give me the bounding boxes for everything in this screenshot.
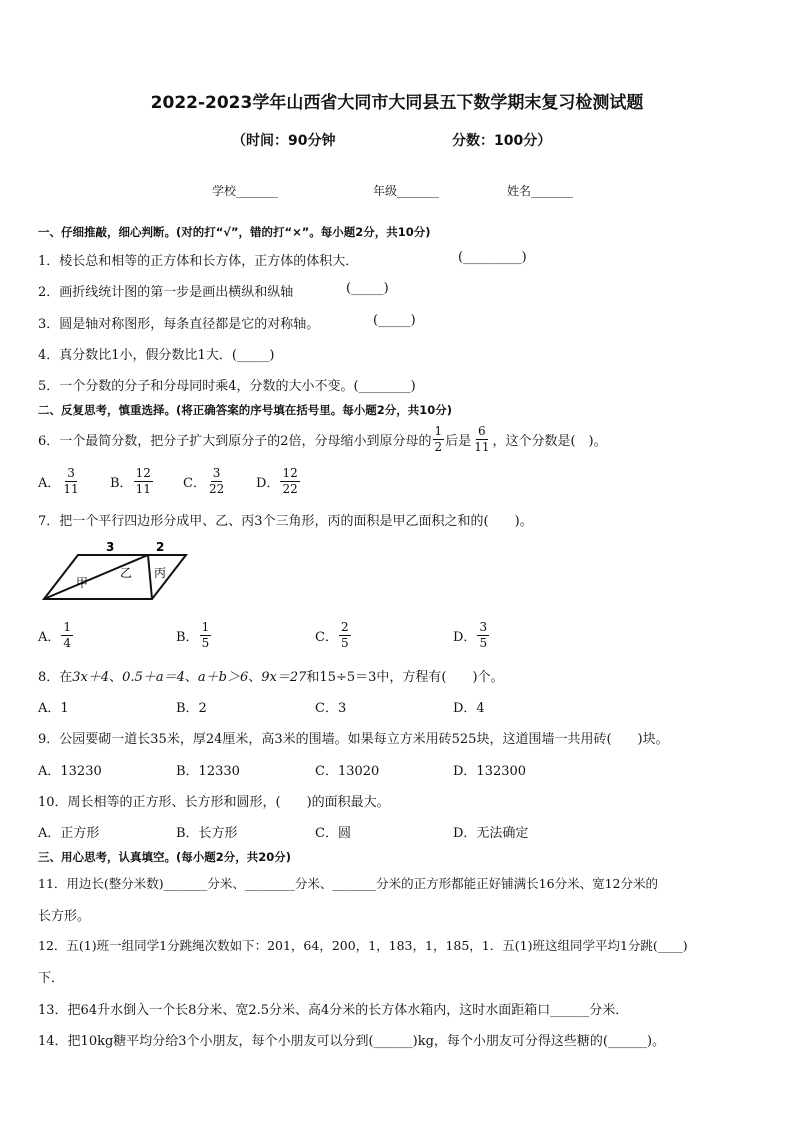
question-2: 2．画折线统计图的第一步是画出横纵和纵轴 (38, 285, 294, 300)
question-6 (38, 424, 607, 455)
page-title: 2022-2023学年山西省大同市大同县五下数学期末复习检测试题 (150, 93, 644, 113)
question-6-option-a: A． $\frac{3}{11}$ (38, 466, 79, 496)
question-6-fraction-2: $\frac{6}{11}$ (474, 424, 490, 454)
question-14: 14．把10kg糖平均分给3个小朋友，每个小朋友可以分到(______)kg，每个小朋友可分得这些糖的(______)。 (38, 1034, 666, 1049)
question-6-fraction-1: $\frac{1}{2}$ (434, 424, 443, 454)
question-11-line-1: 11．用边长(整分米数)_______分米、________分米、_______分米的正方形都能正好铺满长16分米、宽12分米的 (38, 876, 658, 891)
question-6-option-d: D． $\frac{12}{22}$ (256, 466, 298, 496)
question-7-option-b: B． $\frac{1}{5}$ (176, 620, 210, 650)
question-1: 1．棱长总和相等的正方体和长方体，正方体的体积大． (38, 254, 359, 269)
expression-5: 15÷5＝3 (319, 670, 377, 685)
question-8-option-d: D．4 (453, 701, 485, 716)
question-1-blank: (_________) (458, 250, 527, 265)
school-field: 学校_______ (212, 184, 279, 198)
expression-2: 0.5＋a＝4 (122, 670, 185, 685)
expression-3: a＋b＞6 (197, 670, 249, 685)
exam-score: 分数：100分） (452, 133, 552, 149)
question-10-option-b: B．长方形 (176, 826, 238, 841)
question-8-option-c: C．3 (315, 701, 347, 716)
question-9: 9．公园要砌一道长35米，厚24厘米，高3米的围墙。如果每立方米用砖525块，这道围墙一共用砖( )块。 (38, 732, 669, 747)
exam-time: （时间：90分钟 (232, 133, 336, 149)
diagonal-line-2 (148, 555, 152, 599)
question-9-option-a: A．13230 (38, 764, 102, 779)
section-heading-2: 二、反复思考，慎重选择。(将正确答案的序号填在括号里。每小题2分，共10分) (38, 403, 453, 417)
question-9-option-d: D．132300 (453, 764, 527, 779)
question-2-blank: (_____) (346, 281, 389, 296)
figure-label-2: 2 (156, 540, 165, 554)
expression-4: 9x＝27 (261, 670, 307, 685)
question-6-text-b: 后是 (445, 434, 472, 449)
question-4: 4．真分数比1小，假分数比1大．(_____) (38, 348, 275, 363)
question-3-blank: (_____) (373, 313, 416, 328)
question-10-option-c: C．圆 (315, 826, 351, 841)
parallelogram-figure (40, 537, 200, 603)
section-heading-1: 一、仔细推敲，细心判断。(对的打“√”，错的打“×”。每小题2分，共10分) (38, 225, 431, 239)
grade-field: 年级_______ (373, 184, 440, 198)
question-12-line-2: 下． (38, 971, 65, 986)
question-9-option-b: B．12330 (176, 764, 240, 779)
question-7-option-d: D． $\frac{3}{5}$ (453, 620, 488, 650)
question-3: 3．圆是轴对称图形，每条直径都是它的对称轴。 (38, 317, 320, 332)
expression-1: 3x＋4 (72, 670, 110, 685)
question-6-option-c: C． $\frac{3}{22}$ (183, 466, 225, 496)
question-9-option-c: C．13020 (315, 764, 380, 779)
name-field: 姓名_______ (507, 184, 574, 198)
figure-label-jia: 甲 (76, 576, 89, 590)
diagonal-line-1 (44, 555, 148, 599)
question-7-option-c: C． $\frac{2}{5}$ (315, 620, 349, 650)
question-12-line-1: 12．五(1)班一组同学1分跳绳次数如下：201，64，200，1，183，1，185，1．五(1)班这组同学平均1分跳(____) (38, 938, 688, 953)
question-7-option-a: A． $\frac{1}{4}$ (38, 620, 72, 650)
figure-label-3: 3 (106, 540, 115, 554)
question-7: 7．把一个平行四边形分成甲、乙、丙3个三角形，丙的面积是甲乙面积之和的( )。 (38, 514, 533, 529)
figure-label-bing: 丙 (154, 566, 167, 580)
question-8-option-a: A．1 (38, 701, 69, 716)
question-10-option-d: D．无法确定 (453, 826, 529, 841)
question-6-option-b: B． $\frac{12}{11}$ (110, 466, 151, 496)
question-8: 8．在3x＋4、0.5＋a＝4、a＋b＞6、9x＝27和15÷5＝3中，方程有( )个。 (38, 670, 504, 685)
figure-label-yi: 乙 (120, 566, 133, 580)
question-6-text-a: 6．一个最简分数，把分子扩大到原分子的2倍，分母缩小到原分母的 (38, 434, 432, 449)
question-5: 5．一个分数的分子和分母同时乘4，分数的大小不变。(________) (38, 379, 416, 394)
question-10: 10．周长相等的正方形、长方形和圆形，( )的面积最大。 (38, 795, 390, 810)
question-11-line-2: 长方形。 (38, 909, 91, 924)
question-6-text-c: ，这个分数是( )。 (492, 434, 607, 449)
question-13: 13．把64升水倒入一个长8分米、宽2.5分米、高4分米的长方体水箱内，这时水面距箱口______分米． (38, 1003, 629, 1018)
question-10-option-a: A．正方形 (38, 826, 100, 841)
question-8-option-b: B．2 (176, 701, 207, 716)
section-heading-3: 三、用心思考，认真填空。(每小题2分，共20分) (38, 850, 292, 864)
